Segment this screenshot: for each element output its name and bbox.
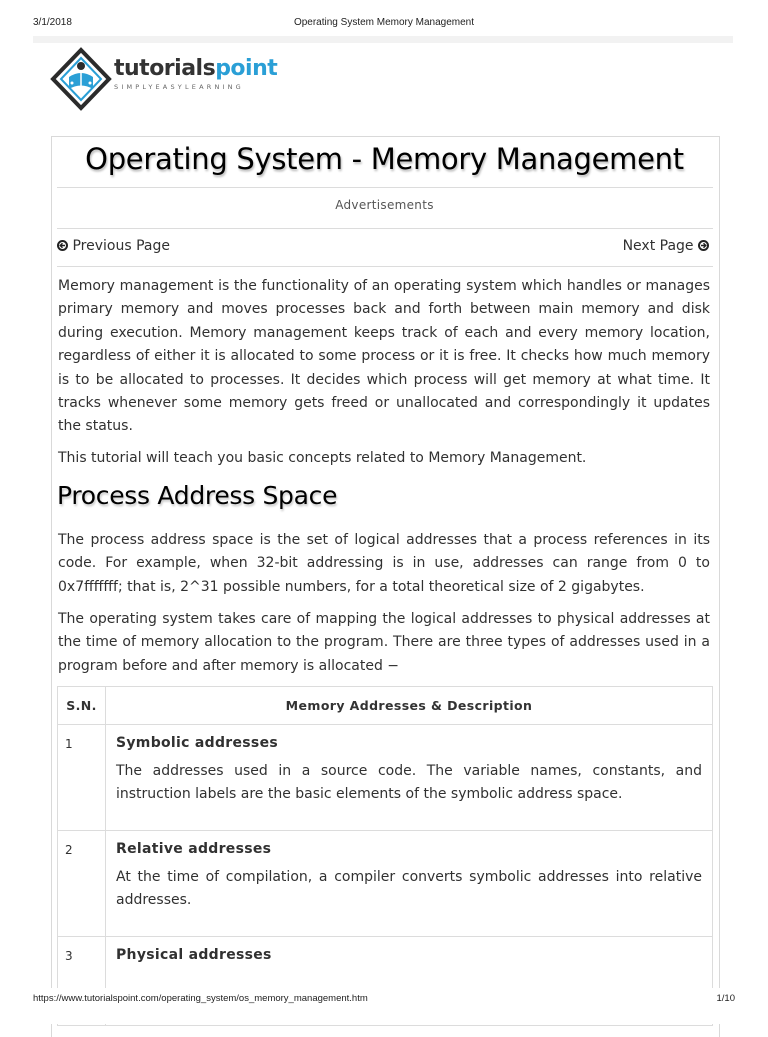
site-logo[interactable]	[50, 47, 290, 111]
address-space-paragraph: The process address space is the set of logical addresses that a process references in its code. For example, when 32-bit addressing is in use, addresses can range from 0 to 0x7fffffff; that is, 2^31 possible numbers, for a total theoretical size of 2 gigabytes.	[58, 532, 710, 595]
divider	[57, 187, 713, 188]
row-description: At the time of compilation, a compiler converts symbolic addresses into relative addresses.	[116, 869, 702, 909]
table-header-row	[58, 687, 713, 725]
advertisements-label: Advertisements	[335, 198, 434, 212]
intro-paragraph: Memory management is the functionality of an operating system which handles or manages primary memory and moves processes back and forth between main memory and disk during execution. Memory management keeps track of each and every memory location, regardless of either it is allocated to some process or it is free. It checks how much memory is to be allocated to processes. It decides which process will get memory at what time. It tracks whenever some memory gets freed or unallocated and correspondingly it updates the status.	[58, 278, 710, 435]
row-content	[106, 725, 713, 831]
print-date: 3/1/2018	[33, 17, 72, 28]
print-url: https://www.tutorialspoint.com/operating_system/os_memory_management.htm	[33, 993, 368, 1004]
row-number: 3	[58, 937, 106, 1026]
logo-emblem-icon	[50, 47, 112, 111]
row-title: Physical addresses	[116, 947, 272, 963]
divider	[57, 228, 713, 229]
row-number: 1	[58, 725, 106, 831]
logo-text	[114, 57, 277, 91]
top-bar	[33, 36, 733, 43]
table-row	[58, 725, 713, 831]
previous-page-label: Previous Page	[72, 238, 170, 254]
tutorial-note: This tutorial will teach you basic concepts related to Memory Management.	[58, 450, 587, 466]
table-row	[58, 831, 713, 937]
divider	[57, 266, 713, 267]
logo-word-tutorials: tutorials	[114, 56, 216, 81]
table-header-sn: S.N.	[58, 687, 106, 725]
print-title: Operating System Memory Management	[293, 17, 475, 28]
address-mapping-paragraph: The operating system takes care of mapping the logical addresses to physical addresses at the time of memory allocation to the program. There are three types of addresses used in a program before and after memory is allocated −	[58, 611, 710, 674]
row-number: 2	[58, 831, 106, 937]
print-page-number: 1/10	[716, 993, 735, 1004]
print-header	[0, 17, 768, 33]
memory-addresses-table	[57, 686, 713, 1026]
circle-arrow-right-icon	[698, 240, 709, 251]
circle-arrow-left-icon	[57, 240, 68, 251]
row-title: Relative addresses	[116, 841, 272, 857]
section-heading: Process Address Space	[57, 481, 338, 510]
next-page-link[interactable]	[623, 238, 709, 254]
previous-page-link[interactable]	[57, 238, 170, 254]
row-title: Symbolic addresses	[116, 735, 278, 751]
page-title: Operating System - Memory Management	[85, 142, 684, 176]
row-content	[106, 831, 713, 937]
table-header-description: Memory Addresses & Description	[106, 687, 713, 725]
logo-word-point: point	[215, 56, 278, 81]
next-page-label: Next Page	[622, 238, 694, 254]
print-footer	[0, 993, 768, 1007]
logo-tagline: SIMPLYEASYLEARNING	[114, 83, 244, 91]
row-description: The addresses used in a source code. The variable names, constants, and instruction labels are the basic elements of the symbolic address space.	[116, 763, 702, 803]
